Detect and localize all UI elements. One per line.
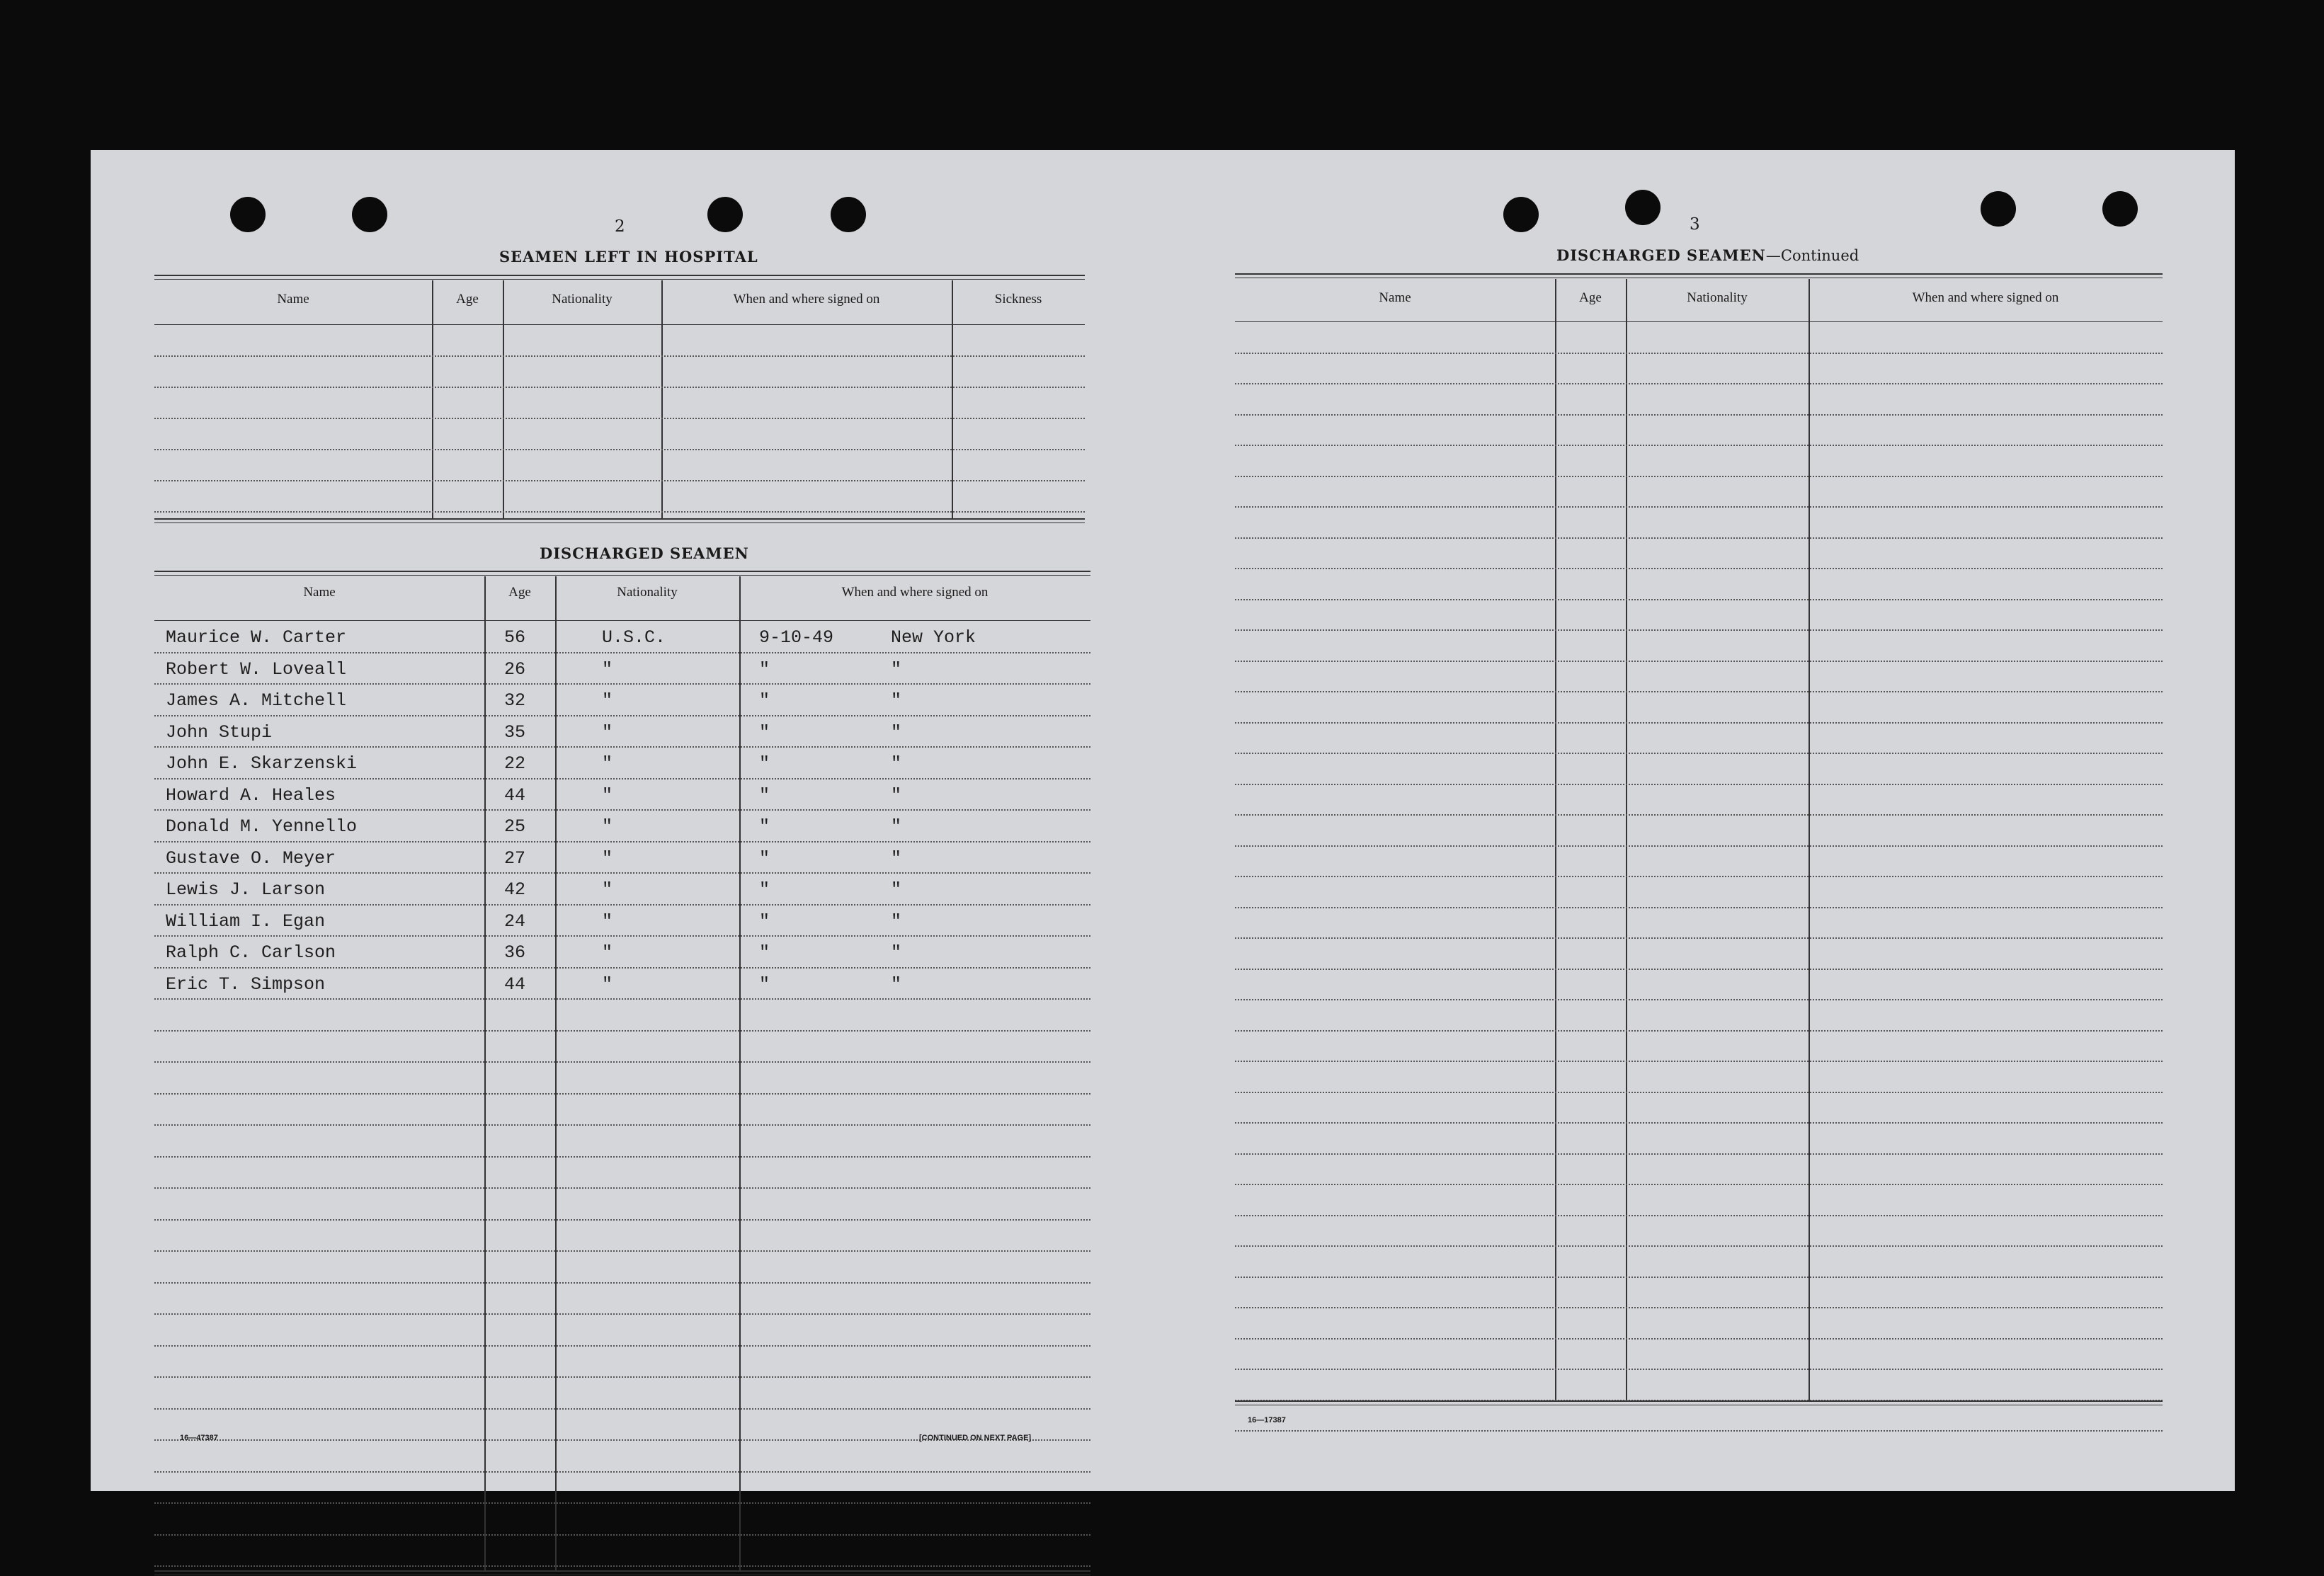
page-number: 2 (615, 217, 625, 236)
punch-hole (1625, 190, 1661, 225)
row-line (1235, 1215, 2163, 1216)
row-line (154, 1124, 1090, 1126)
top-rule (154, 279, 1085, 280)
column-header: When and where signed on (733, 292, 880, 307)
signed-on-date: " (759, 942, 770, 963)
row-line (154, 1030, 1090, 1032)
column-divider (739, 576, 741, 1570)
punch-hole (1981, 191, 2016, 227)
signed-on-date: " (759, 753, 770, 774)
signed-on-date: " (759, 879, 770, 900)
signed-on-date: 9-10-49 (759, 627, 834, 648)
discharged-table (154, 571, 1178, 1576)
row-line (154, 778, 1090, 780)
row-line (1235, 383, 2163, 384)
seaman-name: Lewis J. Larson (166, 879, 326, 900)
row-line (154, 480, 1085, 481)
discharged-continued-title (1556, 246, 1859, 264)
seaman-age: 32 (504, 690, 526, 711)
page-number: 3 (1690, 215, 1700, 234)
row-line (1235, 722, 2163, 724)
seaman-nationality: " (602, 784, 613, 806)
seaman-name: Ralph C. Carlson (166, 942, 336, 963)
signed-on-date: " (759, 658, 770, 680)
column-header: Nationality (1687, 290, 1748, 305)
signed-on-place: " (891, 753, 902, 774)
column-divider (952, 280, 953, 518)
seaman-name: Robert W. Loveall (166, 658, 347, 680)
row-line (1235, 414, 2163, 416)
column-divider (1555, 279, 1556, 1400)
row-line (154, 1345, 1090, 1347)
row-line (154, 1502, 1090, 1504)
punch-hole (831, 197, 866, 232)
bottom-rule (154, 1570, 1090, 1572)
seaman-name: William I. Egan (166, 910, 326, 932)
row-line (1235, 568, 2163, 569)
signed-on-place: " (891, 784, 902, 806)
row-line (154, 652, 1090, 653)
row-line (1235, 1153, 2163, 1155)
row-line (1235, 784, 2163, 785)
row-line (154, 1376, 1090, 1378)
punch-hole (2102, 191, 2138, 227)
column-divider (484, 576, 486, 1570)
seaman-nationality: " (602, 942, 613, 963)
row-line (154, 387, 1085, 388)
row-line (1235, 814, 2163, 816)
right-page (1163, 150, 2235, 1491)
row-line (1235, 999, 2163, 1000)
row-line (1235, 1245, 2163, 1247)
row-line (1235, 1184, 2163, 1185)
column-header: Age (1579, 290, 1602, 305)
header-rule (154, 620, 1090, 621)
punch-hole (1503, 197, 1539, 232)
row-line (154, 872, 1090, 874)
column-divider (661, 280, 663, 518)
top-rule (154, 571, 1090, 572)
punch-hole (707, 197, 743, 232)
document-sheet (91, 150, 2235, 1491)
signed-on-place: " (891, 942, 902, 963)
row-line (154, 449, 1085, 450)
row-line (154, 1471, 1090, 1473)
seaman-age: 42 (504, 879, 526, 900)
row-line (1235, 1277, 2163, 1278)
seaman-nationality: " (602, 879, 613, 900)
signed-on-date: " (759, 784, 770, 806)
top-rule (1235, 273, 2163, 275)
row-line (1235, 753, 2163, 754)
row-line (1235, 691, 2163, 692)
row-line (154, 1313, 1090, 1315)
row-line (1235, 353, 2163, 354)
punch-hole (352, 197, 387, 232)
row-line (154, 1061, 1090, 1063)
seaman-name: John E. Skarzenski (166, 753, 358, 774)
seaman-name: John Stupi (166, 721, 273, 743)
column-header: Nationality (552, 292, 613, 307)
hospital-section-title: SEAMEN LEFT IN HOSPITAL (499, 248, 758, 265)
row-line (154, 998, 1090, 1000)
form-code: 16—17387 (1248, 1416, 1286, 1424)
row-line (1235, 1122, 2163, 1124)
seaman-name: Eric T. Simpson (166, 973, 326, 995)
signed-on-place: " (891, 847, 902, 869)
form-code: 16—47387 (180, 1434, 218, 1442)
row-line (154, 935, 1090, 937)
title-continued: —Continued (1765, 247, 1859, 264)
column-header: Sickness (994, 292, 1042, 307)
signed-on-date: " (759, 690, 770, 711)
column-divider (555, 576, 557, 1570)
row-line (1235, 1307, 2163, 1308)
row-line (1235, 1338, 2163, 1340)
signed-on-place: " (891, 879, 902, 900)
column-header: Name (1379, 290, 1411, 305)
seaman-nationality: " (602, 721, 613, 743)
row-line (154, 904, 1090, 906)
column-divider (432, 280, 433, 518)
row-line (154, 355, 1085, 357)
seaman-name: Donald M. Yennello (166, 816, 358, 837)
row-line (154, 809, 1090, 811)
row-line (154, 1565, 1090, 1567)
top-rule (154, 575, 1090, 576)
column-header: Name (277, 292, 309, 307)
continued-note: [CONTINUED ON NEXT PAGE] (919, 1434, 1032, 1442)
header-rule (1235, 321, 2163, 322)
row-line (1235, 506, 2163, 508)
row-line (154, 1156, 1090, 1158)
seaman-nationality: U.S.C. (602, 627, 666, 648)
title-main: DISCHARGED SEAMEN (1556, 246, 1766, 264)
seaman-name: Gustave O. Meyer (166, 847, 336, 869)
row-line (154, 1187, 1090, 1189)
row-line (154, 1408, 1090, 1410)
row-line (1235, 537, 2163, 539)
signed-on-place: " (891, 690, 902, 711)
seaman-age: 22 (504, 753, 526, 774)
row-line (1235, 907, 2163, 908)
row-line (154, 1250, 1090, 1252)
bottom-rule (154, 518, 1085, 520)
row-line (1235, 876, 2163, 877)
row-line (1235, 629, 2163, 631)
row-line (1235, 969, 2163, 970)
seaman-age: 56 (504, 627, 526, 648)
row-line (1235, 661, 2163, 662)
signed-on-date: " (759, 910, 770, 932)
seaman-age: 27 (504, 847, 526, 869)
seaman-nationality: " (602, 658, 613, 680)
signed-on-date: " (759, 847, 770, 869)
row-line (154, 1534, 1090, 1536)
column-header: Name (303, 585, 336, 600)
signed-on-date: " (759, 721, 770, 743)
punch-hole (230, 197, 266, 232)
row-line (1235, 1030, 2163, 1032)
signed-on-place: " (891, 721, 902, 743)
seaman-nationality: " (602, 690, 613, 711)
column-header: Age (456, 292, 479, 307)
seaman-nationality: " (602, 973, 613, 995)
signed-on-date: " (759, 973, 770, 995)
seaman-age: 26 (504, 658, 526, 680)
row-line (1235, 845, 2163, 847)
row-line (1235, 445, 2163, 446)
column-header: When and where signed on (841, 585, 989, 600)
discharged-section-title: DISCHARGED SEAMEN (540, 544, 749, 562)
seaman-age: 44 (504, 784, 526, 806)
seaman-name: James A. Mitchell (166, 690, 347, 711)
row-line (154, 1219, 1090, 1221)
signed-on-place: " (891, 658, 902, 680)
seaman-nationality: " (602, 816, 613, 837)
seaman-age: 44 (504, 973, 526, 995)
signed-on-place: " (891, 816, 902, 837)
row-line (1235, 1430, 2163, 1432)
row-line (154, 683, 1090, 685)
seaman-nationality: " (602, 753, 613, 774)
seaman-age: 36 (504, 942, 526, 963)
seaman-age: 24 (504, 910, 526, 932)
row-line (154, 715, 1090, 716)
row-line (154, 511, 1085, 513)
row-line (154, 841, 1090, 843)
row-line (154, 1282, 1090, 1284)
signed-on-date: " (759, 816, 770, 837)
column-divider (1808, 279, 1810, 1400)
row-line (154, 746, 1090, 748)
column-header: Age (508, 585, 531, 600)
row-line (1235, 937, 2163, 939)
column-divider (503, 280, 504, 518)
seaman-age: 25 (504, 816, 526, 837)
top-rule (154, 275, 1085, 276)
row-line (154, 418, 1085, 419)
seaman-nationality: " (602, 847, 613, 869)
signed-on-place: New York (891, 627, 976, 648)
discharged-continued-table (1235, 273, 2163, 1420)
left-page (91, 150, 1163, 1491)
row-line (1235, 476, 2163, 477)
row-line (1235, 1061, 2163, 1062)
seaman-nationality: " (602, 910, 613, 932)
bottom-rule (1235, 1400, 2163, 1402)
column-divider (1626, 279, 1627, 1400)
header-rule (154, 324, 1085, 325)
signed-on-place: " (891, 910, 902, 932)
seaman-name: Maurice W. Carter (166, 627, 347, 648)
seaman-age: 35 (504, 721, 526, 743)
row-line (1235, 1092, 2163, 1093)
row-line (1235, 1369, 2163, 1370)
row-line (154, 1093, 1090, 1095)
row-line (1235, 599, 2163, 600)
row-line (154, 967, 1090, 969)
column-header: When and where signed on (1912, 290, 2059, 305)
signed-on-place: " (891, 973, 902, 995)
seaman-name: Howard A. Heales (166, 784, 336, 806)
column-header: Nationality (617, 585, 678, 600)
